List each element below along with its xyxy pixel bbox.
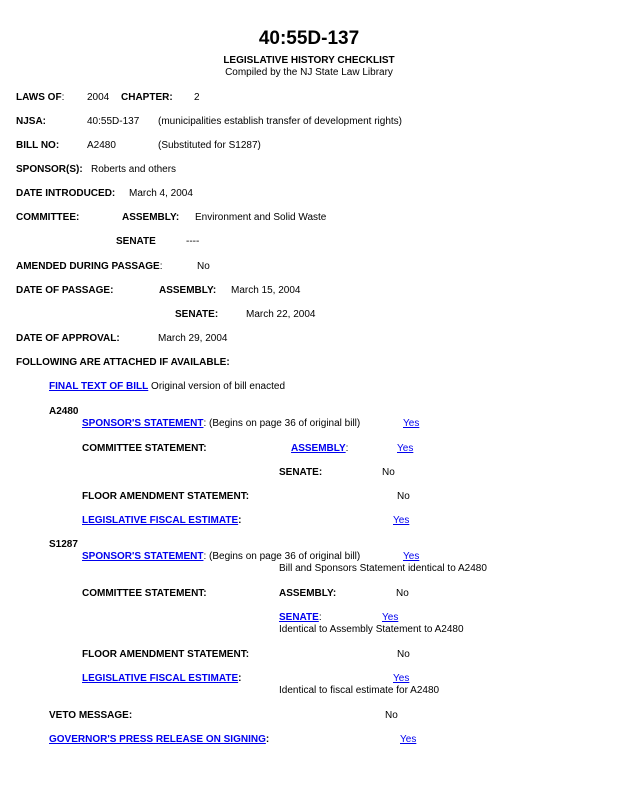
a2480-senate-value: No	[382, 467, 395, 478]
a2480-section-label: A2480	[49, 406, 79, 417]
laws-of-colon: :	[61, 92, 65, 103]
final-text-row	[49, 381, 285, 393]
governor-press-release-row	[49, 734, 269, 746]
passage-assembly-label: ASSEMBLY:	[159, 285, 217, 296]
passage-senate-label: SENATE:	[175, 309, 219, 320]
governor-press-release-yes-link[interactable]: Yes	[400, 734, 417, 745]
sponsors-label: SPONSOR(S):	[16, 164, 83, 175]
a2480-committee-statement-label: COMMITTEE STATEMENT:	[82, 443, 207, 454]
governor-press-release-link[interactable]: GOVERNOR'S PRESS RELEASE ON SIGNING	[49, 734, 266, 745]
s1287-sponsor-note: : (Begins on page 36 of original bill)	[203, 551, 361, 562]
chapter-value: 2	[194, 92, 200, 103]
laws-of-label: LAWS OF	[16, 92, 62, 103]
chapter-label: CHAPTER:	[121, 92, 173, 103]
committee-label: COMMITTEE:	[16, 212, 80, 223]
s1287-floor-amendment-value: No	[397, 649, 410, 660]
a2480-sponsors-statement-link[interactable]: SPONSOR'S STATEMENT	[82, 418, 204, 429]
committee-assembly-value: Environment and Solid Waste	[195, 212, 327, 223]
passage-assembly-value: March 15, 2004	[231, 285, 301, 296]
bill-no-value: A2480	[87, 140, 116, 151]
a2480-floor-amendment-label: FLOOR AMENDMENT STATEMENT:	[82, 491, 250, 502]
sponsors-value: Roberts and others	[91, 164, 177, 175]
s1287-assembly-label: ASSEMBLY:	[279, 588, 337, 599]
page-title: 40:55D-137	[258, 28, 360, 49]
s1287-sponsors-statement-link[interactable]: SPONSOR'S STATEMENT	[82, 551, 204, 562]
njsa-description: (municipalities establish transfer of development rights)	[158, 116, 402, 127]
compiled-by: Compiled by the NJ State Law Library	[225, 67, 393, 78]
s1287-assembly-value: No	[396, 588, 409, 599]
s1287-section-label: S1287	[49, 539, 78, 550]
a2480-assembly-row	[291, 443, 348, 455]
s1287-sponsor-row	[82, 551, 360, 563]
passage-senate-value: March 22, 2004	[246, 309, 316, 320]
s1287-fiscal-row	[82, 673, 241, 685]
s1287-senate-colon: :	[318, 612, 322, 623]
veto-message-value: No	[385, 710, 398, 721]
s1287-senate-yes-link[interactable]: Yes	[382, 612, 399, 623]
a2480-fiscal-estimate-yes-link[interactable]: Yes	[393, 515, 410, 526]
a2480-sponsors-statement-yes-link[interactable]: Yes	[403, 418, 420, 429]
s1287-fiscal-estimate-link[interactable]: LEGISLATIVE FISCAL ESTIMATE	[82, 673, 239, 684]
a2480-sponsor-note: : (Begins on page 36 of original bill)	[203, 418, 361, 429]
date-introduced-value: March 4, 2004	[129, 188, 193, 199]
date-introduced-label: DATE INTRODUCED:	[16, 188, 116, 199]
a2480-fiscal-colon: :	[238, 515, 242, 526]
s1287-sponsors-statement-yes-link[interactable]: Yes	[403, 551, 420, 562]
s1287-senate-identical-note: Identical to Assembly Statement to A2480	[279, 624, 464, 635]
final-text-note: Original version of bill enacted	[148, 381, 286, 392]
committee-assembly-label: ASSEMBLY:	[122, 212, 180, 223]
s1287-fiscal-colon: :	[238, 673, 242, 684]
attached-heading: FOLLOWING ARE ATTACHED IF AVAILABLE:	[16, 357, 230, 368]
a2480-assembly-yes-link[interactable]: Yes	[397, 443, 414, 454]
amended-row	[16, 261, 163, 273]
a2480-fiscal-row	[82, 515, 241, 527]
veto-message-label: VETO MESSAGE:	[49, 710, 133, 721]
a2480-senate-label: SENATE:	[279, 467, 323, 478]
committee-senate-label: SENATE	[116, 236, 156, 247]
committee-senate-value: ----	[186, 236, 200, 247]
njsa-label: NJSA:	[16, 116, 47, 127]
a2480-floor-amendment-value: No	[397, 491, 410, 502]
s1287-sponsor-identical-note: Bill and Sponsors Statement identical to A2480	[279, 563, 487, 574]
final-text-of-bill-link[interactable]: FINAL TEXT OF BILL	[49, 381, 149, 392]
amended-colon: :	[159, 261, 163, 272]
s1287-committee-statement-label: COMMITTEE STATEMENT:	[82, 588, 207, 599]
governor-press-release-colon: :	[265, 734, 270, 745]
a2480-sponsor-row	[82, 418, 360, 430]
laws-year: 2004	[87, 92, 110, 103]
a2480-assembly-link[interactable]: ASSEMBLY	[291, 443, 346, 454]
date-of-approval-value: March 29, 2004	[158, 333, 228, 344]
bill-substituted-note: (Substituted for S1287)	[158, 140, 261, 151]
amended-label: AMENDED DURING PASSAGE	[16, 261, 160, 272]
njsa-value: 40:55D-137	[87, 116, 140, 127]
bill-no-label: BILL NO:	[16, 140, 60, 151]
page-subtitle: LEGISLATIVE HISTORY CHECKLIST	[223, 55, 395, 66]
s1287-senate-row	[279, 612, 322, 624]
laws-of-row	[16, 92, 64, 104]
s1287-senate-link[interactable]: SENATE	[279, 612, 319, 623]
s1287-floor-amendment-label: FLOOR AMENDMENT STATEMENT:	[82, 649, 250, 660]
date-of-approval-label: DATE OF APPROVAL:	[16, 333, 120, 344]
s1287-fiscal-estimate-yes-link[interactable]: Yes	[393, 673, 410, 684]
a2480-assembly-colon: :	[345, 443, 349, 454]
s1287-fiscal-identical-note: Identical to fiscal estimate for A2480	[279, 685, 440, 696]
date-of-passage-label: DATE OF PASSAGE:	[16, 285, 114, 296]
amended-value: No	[197, 261, 210, 272]
a2480-fiscal-estimate-link[interactable]: LEGISLATIVE FISCAL ESTIMATE	[82, 515, 239, 526]
